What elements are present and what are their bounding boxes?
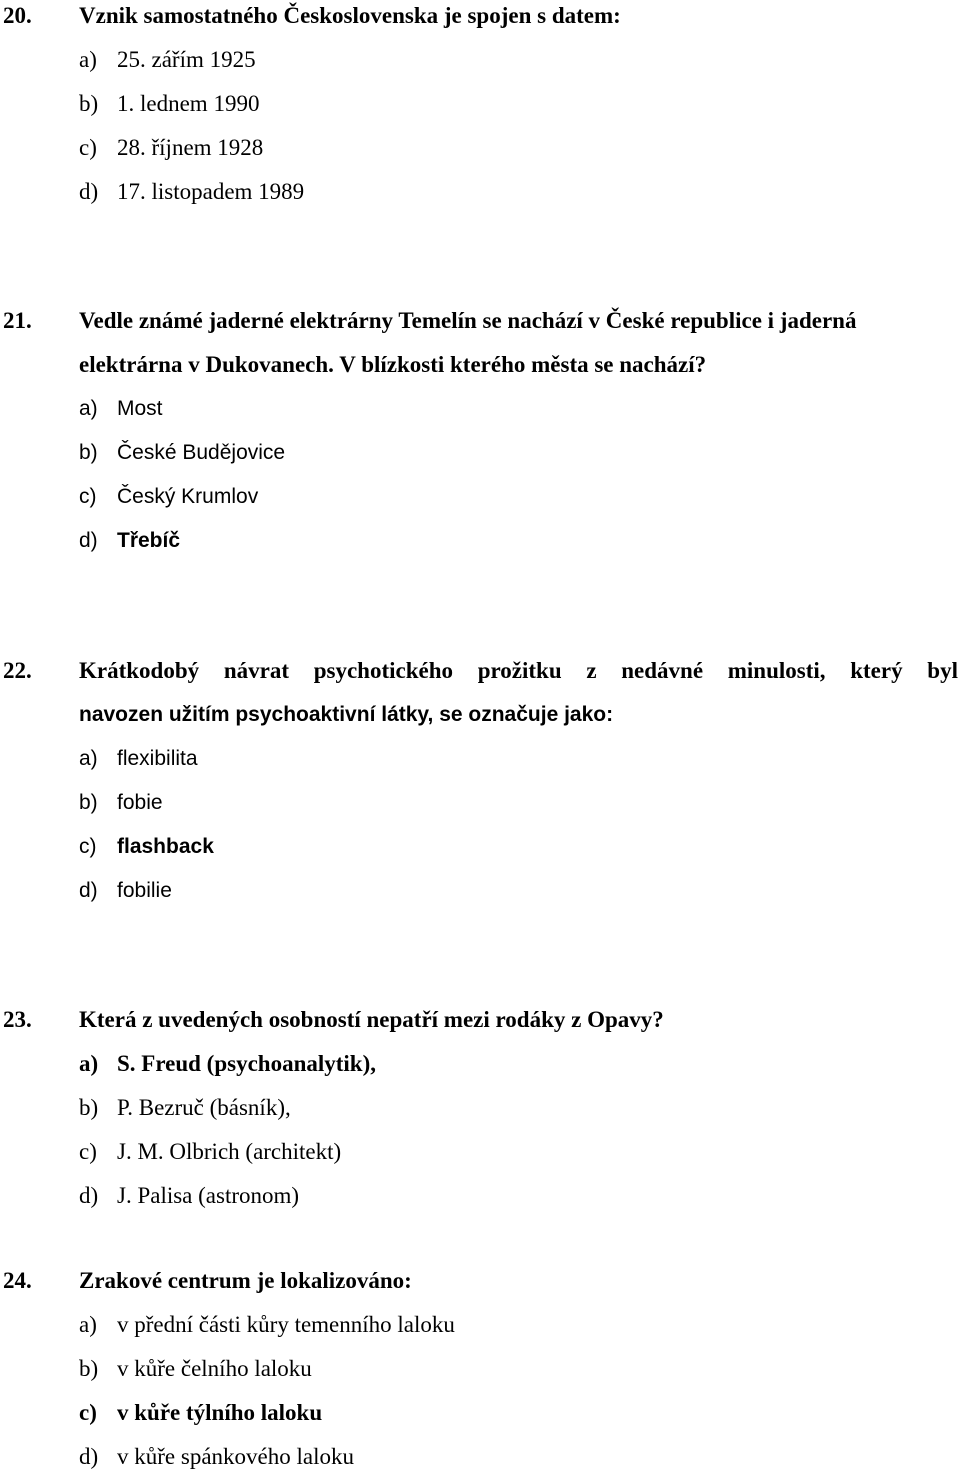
option-d xyxy=(79,1174,960,1218)
option-text: P. Bezruč (básník), xyxy=(117,1095,291,1120)
question-20 xyxy=(0,0,960,214)
question-22 xyxy=(0,649,960,913)
option-c xyxy=(79,825,960,869)
option-b xyxy=(79,82,960,126)
option-b xyxy=(79,1347,960,1391)
option-text: fobie xyxy=(117,791,163,814)
option-c xyxy=(79,1130,960,1174)
option-b xyxy=(79,431,960,475)
option-letter: b) xyxy=(79,1095,99,1120)
question-number: 22. xyxy=(3,658,32,683)
option-d xyxy=(79,869,960,913)
option-b xyxy=(79,1086,960,1130)
question-stem: Vznik samostatného Československa je spojen s datem: xyxy=(79,3,621,28)
option-text: Český Krumlov xyxy=(117,485,259,508)
option-text: J. Palisa (astronom) xyxy=(117,1183,300,1208)
option-letter: c) xyxy=(79,485,97,508)
option-a xyxy=(79,1303,960,1347)
option-letter: b) xyxy=(79,441,98,464)
option-letter: d) xyxy=(79,529,98,552)
option-a xyxy=(79,38,960,82)
option-c xyxy=(79,475,960,519)
option-a xyxy=(79,387,960,431)
option-d xyxy=(79,170,960,214)
question-stem: Zrakové centrum je lokalizováno: xyxy=(79,1268,412,1293)
option-letter: c) xyxy=(79,1400,97,1425)
question-stem-line-1: Krátkodobý návrat psychotického prožitku z nedávné minulosti, který byl xyxy=(79,658,958,683)
option-letter: b) xyxy=(79,1356,99,1381)
question-number: 24. xyxy=(3,1268,32,1293)
option-letter: c) xyxy=(79,135,97,160)
option-text: v kůře týlního laloku xyxy=(117,1400,323,1425)
question-24 xyxy=(0,1259,960,1479)
option-text: 28. říjnem 1928 xyxy=(117,135,264,160)
question-number: 21. xyxy=(3,308,32,333)
option-text: v přední části kůry temenního laloku xyxy=(117,1312,455,1337)
option-c-correct xyxy=(79,1391,960,1435)
option-text: v kůře čelního laloku xyxy=(117,1356,312,1381)
option-a xyxy=(79,737,960,781)
option-a-correct xyxy=(79,1042,960,1086)
option-letter: b) xyxy=(79,91,99,116)
question-stem-line-2: elektrárna v Dukovanech. V blízkosti kterého města se nachází? xyxy=(79,352,707,377)
option-text: Most xyxy=(117,397,163,420)
option-text: 25. zářím 1925 xyxy=(117,47,256,72)
option-c xyxy=(79,126,960,170)
option-text: S. Freud (psychoanalytik), xyxy=(117,1051,377,1076)
option-text: České Budějovice xyxy=(117,441,286,464)
option-letter: a) xyxy=(79,47,97,72)
question-23 xyxy=(0,998,960,1218)
option-letter: a) xyxy=(79,1312,97,1337)
option-b xyxy=(79,781,960,825)
option-text: J. M. Olbrich (architekt) xyxy=(117,1139,342,1164)
option-letter: c) xyxy=(79,835,97,858)
option-letter: d) xyxy=(79,179,99,204)
option-letter: a) xyxy=(79,747,98,770)
question-stem: Která z uvedených osobností nepatří mezi rodáky z Opavy? xyxy=(79,1007,664,1032)
question-number: 20. xyxy=(3,3,32,28)
option-letter: a) xyxy=(79,1051,99,1076)
option-text: fobilie xyxy=(117,879,172,902)
option-d xyxy=(79,1435,960,1479)
question-stem-line-2: navozen užitím psychoaktivní látky, se označuje jako: xyxy=(79,703,614,726)
option-text: v kůře spánkového laloku xyxy=(117,1444,354,1469)
option-letter: d) xyxy=(79,1444,99,1469)
option-text-correct: Třebíč xyxy=(117,529,181,552)
option-letter: b) xyxy=(79,791,98,814)
option-letter: a) xyxy=(79,397,98,420)
option-text: 17. listopadem 1989 xyxy=(117,179,305,204)
question-21 xyxy=(0,299,960,563)
option-letter: c) xyxy=(79,1139,97,1164)
question-stem-line-1: Vedle známé jaderné elektrárny Temelín se nachází v České republice i jaderná xyxy=(79,308,857,333)
option-text: 1. lednem 1990 xyxy=(117,91,260,116)
question-number: 23. xyxy=(3,1007,32,1032)
option-text-correct: flashback xyxy=(117,835,214,858)
option-d xyxy=(79,519,960,563)
option-letter: d) xyxy=(79,879,98,902)
option-text: flexibilita xyxy=(117,747,198,770)
option-letter: d) xyxy=(79,1183,99,1208)
